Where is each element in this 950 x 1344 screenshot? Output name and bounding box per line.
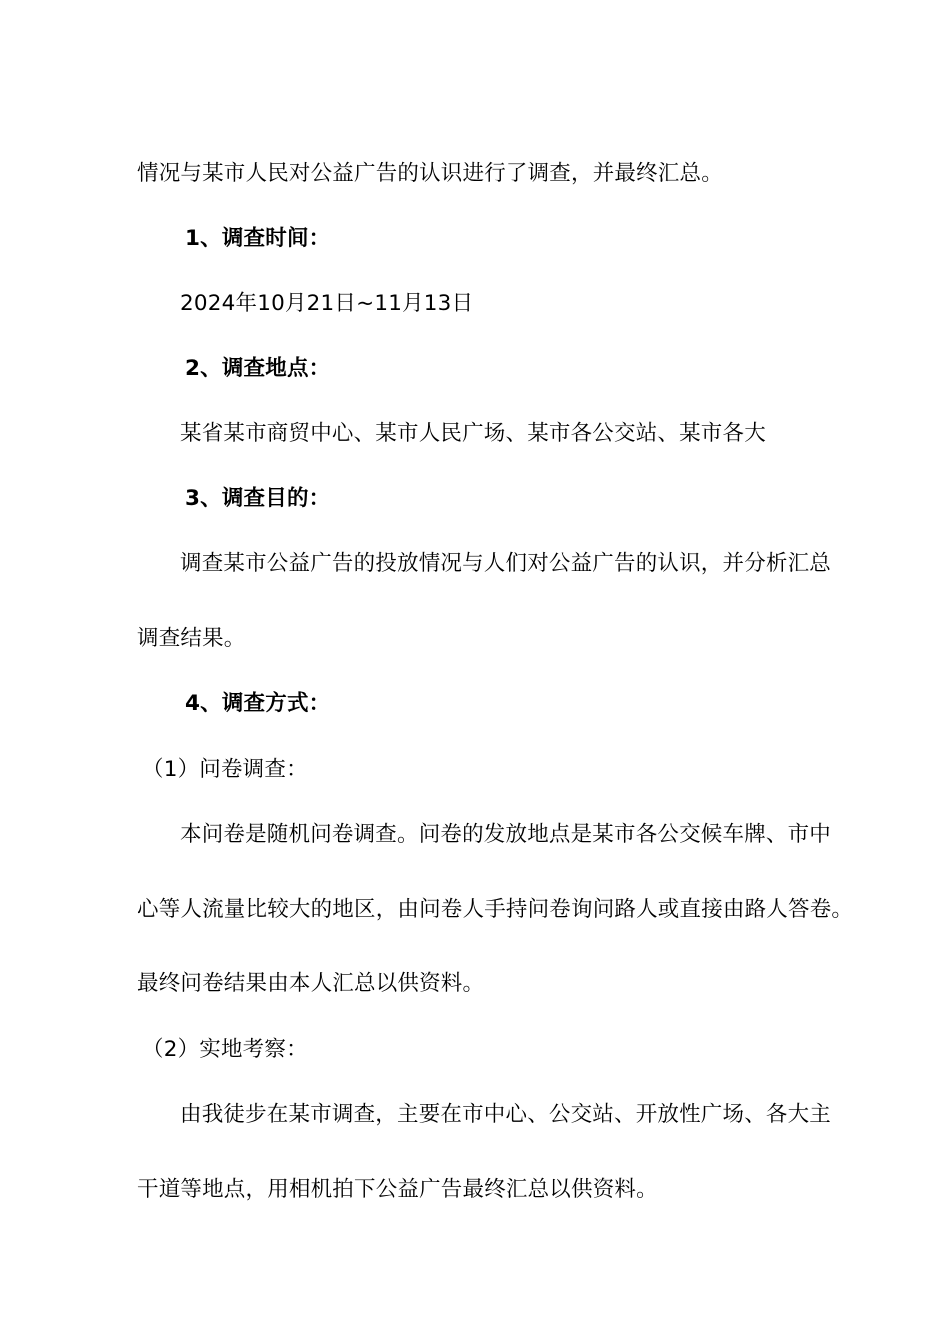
section-2-heading: 2、调查地点： bbox=[185, 356, 331, 381]
section-1-body: 2024年10月21日~11月13日 bbox=[180, 291, 474, 316]
method-1-line-2: 心等人流量比较大的地区，由问卷人手持问卷询问路人或直接由路人答卷。 bbox=[137, 897, 854, 922]
section-3-heading: 3、调查目的： bbox=[185, 486, 331, 511]
method-1-title: （1）问卷调查： bbox=[142, 757, 308, 782]
section-2-body: 某省某市商贸中心、某市人民广场、某市各公交站、某市各大 bbox=[180, 421, 766, 446]
section-3-body-line-1: 调查某市公益广告的投放情况与人们对公益广告的认识，并分析汇总 bbox=[180, 551, 832, 576]
method-2-title: （2）实地考察： bbox=[142, 1037, 308, 1062]
method-2-line-2: 干道等地点，用相机拍下公益广告最终汇总以供资料。 bbox=[137, 1177, 658, 1202]
method-1-line-1: 本问卷是随机问卷调查。问卷的发放地点是某市各公交候车牌、市中 bbox=[180, 822, 832, 847]
intro-continuation: 情况与某市人民对公益广告的认识进行了调查，并最终汇总。 bbox=[137, 161, 723, 186]
method-1-line-3: 最终问卷结果由本人汇总以供资料。 bbox=[137, 971, 485, 996]
section-3-body-line-2: 调查结果。 bbox=[137, 626, 246, 651]
section-4-heading: 4、调查方式： bbox=[185, 691, 331, 716]
section-1-heading: 1、调查时间： bbox=[185, 226, 331, 251]
method-2-line-1: 由我徒步在某市调查，主要在市中心、公交站、开放性广场、各大主 bbox=[180, 1102, 832, 1127]
